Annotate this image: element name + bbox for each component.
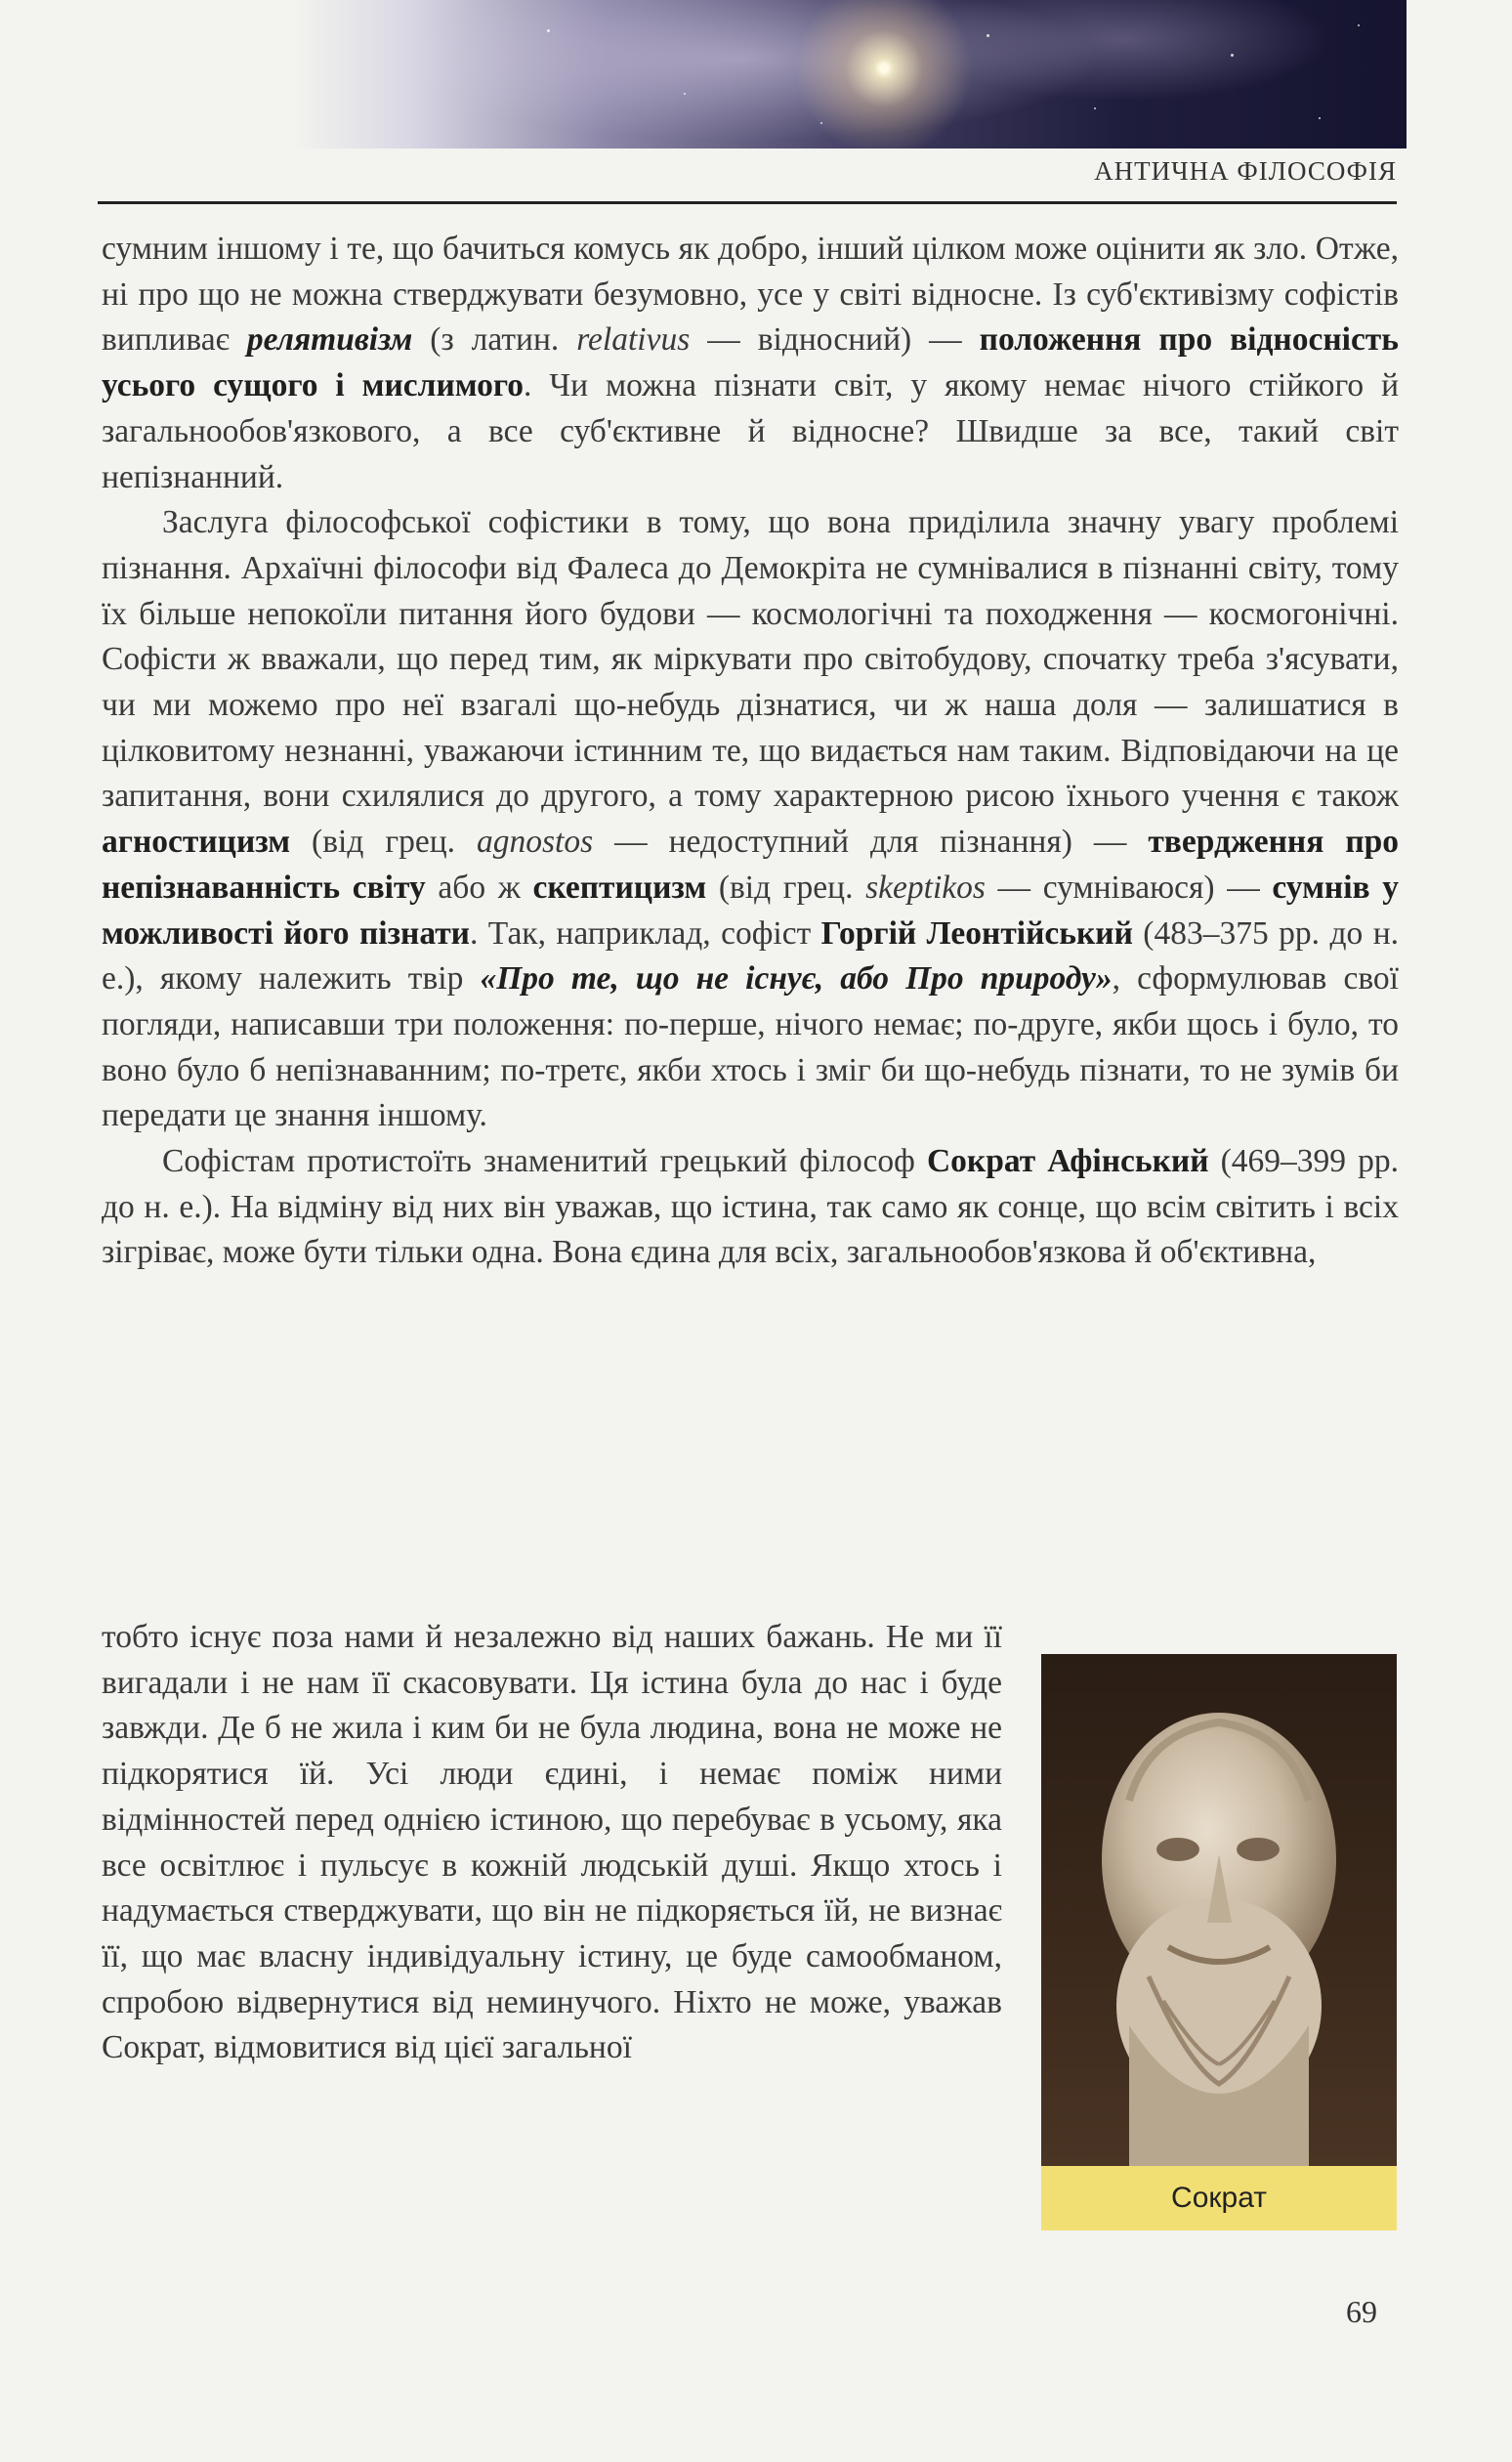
paragraph-1: сумним іншому і те, що бачиться комусь як добро, інший цілком може оцінити як зло. Отже, ні про що не можна стверджувати безумовно, усе у світі відносне. Із суб'єктивізму софістів випливає релятивізм (з латин. relativus — відносний) — положення про відносність усього сущого і мислимого. Чи можна пізнати світ, у якому немає нічого стійкого й загальнообов'язкового, а все суб'єктивне й відносне? Швидше за все, такий світ непізнанний. — [102, 231, 1399, 495]
bust-illustration — [1041, 1654, 1397, 2166]
paragraph-3: Софістам протистоїть знаменитий грецький філософ Сократ Афінський (469–399 рр. до н. е.). На відміну від них він уважав, що істина, так само як сонце, що всім світить і всіх зігріває, може бути тільки одна. Вона єдина для всіх, загальнообов'язкова й об'єктивна, — [102, 1143, 1399, 1271]
page-number: 69 — [1346, 2294, 1377, 2329]
socrates-bust-image — [1041, 1654, 1397, 2166]
paragraph-3-continued: тобто існує поза нами й незалежно від наших бажань. Не ми її вигадали і не нам її скасовувати. Ця істина була до нас і буде завжди. Де б не жила і ким би не була людина, вона не може не підкорятися їй. Усі люди єдині, і немає поміж ними відмінностей перед однією істиною, що перебуває в усьому, яка все освітлює і пульсує в кожній людській душі. Якщо хтось і надумається стверджувати, що він не підкоряється їй, не визнає її, що має власну індивідуальну істину, це буде самообманом, спробою відвернутися від неминучого. Ніхто не може, уважав Сократ, відмовитися від цієї загальної — [102, 1619, 1002, 2066]
header-rule — [98, 201, 1397, 204]
body-text — [102, 227, 1399, 1276]
space-header-image — [0, 0, 1407, 149]
running-header: АНТИЧНА ФІЛОСОФІЯ — [1094, 156, 1397, 186]
figure-caption: Сократ — [1041, 2166, 1397, 2230]
socrates-figure — [1041, 1654, 1397, 2230]
paragraph-2: Заслуга філософської софістики в тому, що вона приділила значну увагу проблемі пізнання. Архаїчні філософи від Фалеса до Демокріта не сумнівалися в пізнанні світу, тому їх більше непокоїли питання його будови — космологічні та походження — космогонічні. Софісти ж вважали, що перед тим, як міркувати про світобудову, спочатку треба з'ясувати, чи ми можемо про неї взагалі що-небудь дізнатися, чи ж наша доля — залишатися в цілковитому незнанні, уважаючи істинним те, що видається нам таким. Відповідаючи на це запитання, вони схилялися до другого, а тому характерною рисою їхнього учення є також агностицизм (від грец. agnostos — недоступний для пізнання) — твердження про непізнаванність світу або ж скептицизм (від грец. skeptikos — сумніваюся) — сумнів у можливості його пізнати. Так, наприклад, софіст Горгій Леонтійський (483–375 рр. до н. е.), якому належить твір «Про те, що не існує, або Про природу», сформулював свої погляди, написавши три положення: по-перше, нічого немає; по-друге, якби щось і було, то воно було б непізнаванним; по-третє, якби хтось і зміг би що-небудь пізнати, то не зумів би передати це знання іншому. — [102, 504, 1399, 1134]
